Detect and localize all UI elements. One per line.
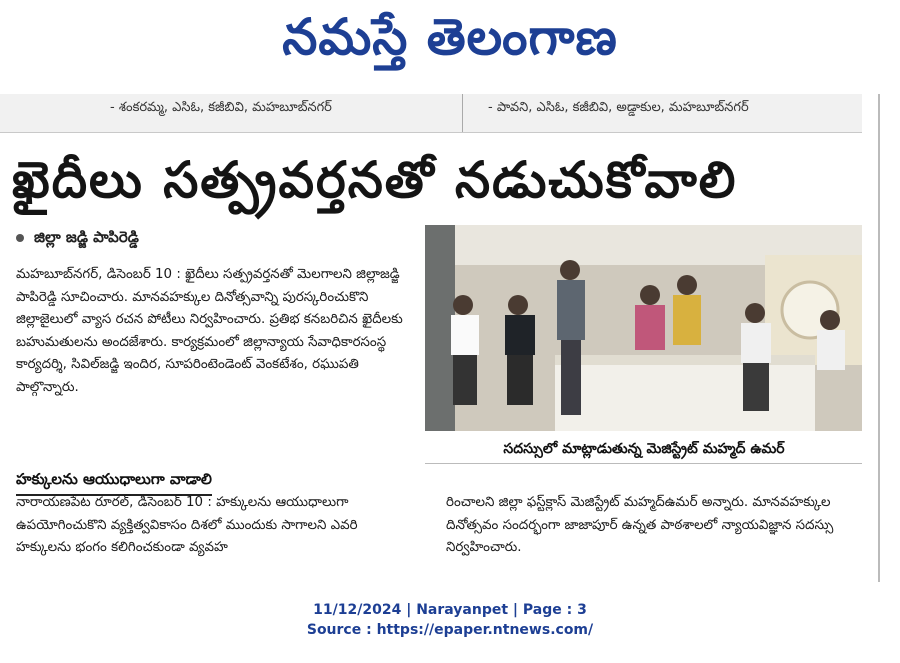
news-clipping <box>0 94 862 589</box>
article2-body-left-column <box>16 492 414 560</box>
footer <box>0 600 900 640</box>
photo-caption: సదస్సులో మాట్లాడుతున్న మెజిస్ట్రేట్ మహ్మద్ ఉమర్ <box>425 435 862 464</box>
article-headline: ఖైదీలు సత్ప్రవర్తనతో నడుచుకోవాలి <box>12 151 738 209</box>
bullet-icon <box>16 234 24 242</box>
byline-text: జిల్లా జడ్జి పాపిరెడ్డి <box>34 228 139 246</box>
event-photo <box>425 225 862 431</box>
article2-body-right: రించాలని జిల్లా ఫస్ట్‌క్లాస్ మెజిస్ట్రేట్ మహ్మద్‌ఉమర్ అన్నారు. మానవహక్కుల దినోత్సవం సందర్భంగా జాజాపూర్ ఉన్నత పాఠశాలలో న్యాయవిజ్ఞాన సదస్సు నిర్వహించారు. <box>446 495 834 556</box>
article2-body-left: నారాయణపేట రూరల్, డిసెంబర్ 10 : హక్కులను ఆయుధాలుగా ఉపయోగించుకొని వ్యక్తిత్వవికాసం దిశలో ముందుకు సాగాలని ఎవరి హక్కులను భంగం కలిగించకుండా వ్యవహ <box>16 495 358 556</box>
footer-dateline: 11/12/2024 | Narayanpet | Page : 3 <box>313 602 587 618</box>
newspaper-logo: నమస్తే తెలంగాణ <box>282 8 618 66</box>
masthead <box>0 0 900 82</box>
credit-left: - శంకరమ్మ, ఎసిఓ, కజీబివి, మహబూబ్‌నగర్ <box>110 100 332 115</box>
event-photo-illustration <box>425 225 862 431</box>
clipping-edge-divider <box>878 94 880 582</box>
credit-divider <box>462 94 463 132</box>
article-body-column <box>16 264 414 400</box>
footer-source: Source : https://epaper.ntnews.com/ <box>306 622 594 638</box>
article-byline <box>16 228 139 250</box>
author-credits-strip <box>0 94 862 133</box>
article-body: మహబూబ్‌నగర్, డిసెంబర్ 10 : ఖైదీలు సత్ప్రవర్తనతో మెలగాలని జిల్లాజడ్జి పాపిరెడ్డి సూచించారు. మానవహక్కుల దినోత్సవాన్ని పురస్కరించుకొని జిల్లాజైలులో వ్యాస రచన పోటీలు నిర్వహించారు. ప్రతిభ కనబరిచిన ఖైదీలకు బహుమతులను అందజేశారు. కార్యక్రమంలో జిల్లాన్యాయ సేవాధికారసంస్థ కార్యదర్శి, సివిల్‌జడ్జి ఇందిర, సూపరింటెండెంట్ వెంకటేశం, రఘుపతి పాల్గొన్నారు. <box>16 267 403 395</box>
article2-subhead: హక్కులను ఆయుధాలుగా వాడాలి <box>16 470 212 496</box>
credit-right: - పావని, ఎసిఓ, కజీబివి, అడ్డాకుల, మహబూబ్‌నగర్ <box>488 100 749 115</box>
article2-body-right-column <box>446 492 856 560</box>
